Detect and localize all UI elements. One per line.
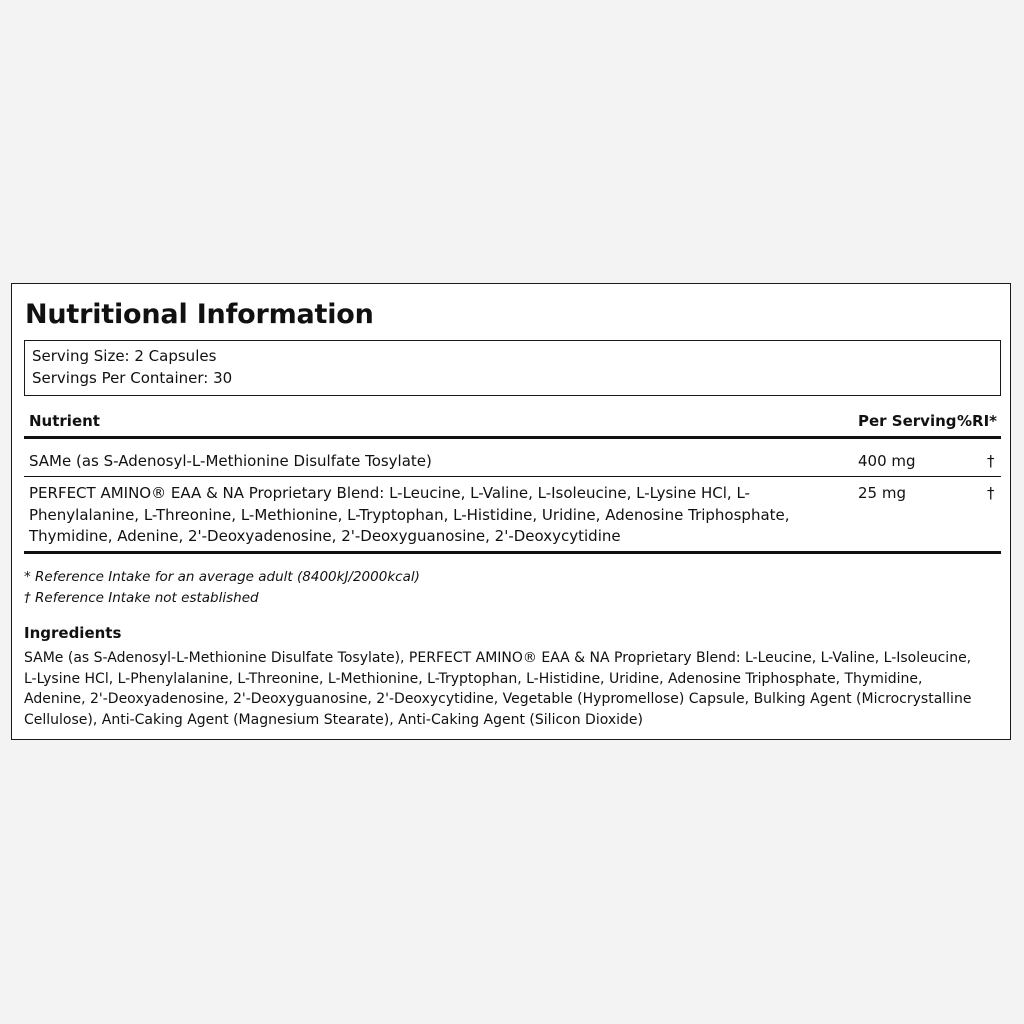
column-header-ri: %RI*: [957, 412, 998, 430]
nutrient-ri-amino-blend: †: [987, 484, 995, 502]
row-divider: [24, 476, 1001, 477]
table-bottom-divider: [24, 551, 1001, 554]
column-header-nutrient: Nutrient: [29, 412, 100, 430]
nutrient-ri-same: †: [987, 452, 995, 470]
nutrition-panel: [11, 283, 1011, 740]
column-header-per-serving: Per Serving: [858, 412, 957, 430]
header-divider: [24, 436, 1001, 439]
serving-size: Serving Size: 2 Capsules: [32, 347, 217, 365]
serving-info-box: [24, 340, 1001, 396]
ingredients-text: SAMe (as S-Adenosyl-L-Methionine Disulfate Tosylate), PERFECT AMINO® EAA & NA Proprietary Blend: L-Leucine, L-Valine, L-Isoleucine, L-Lysine HCl, L-Phenylalanine, L-Threonine, L-Methionine, L-Tryptophan, L-Histidine, Uridine, Adenosine Triphosphate, Thymidine, Adenine, 2'-Deoxyadenosine, 2'-Deoxyguanosine, 2'-Deoxycytidine, Vegetable (Hypromellose) Capsule, Bulking Agent (Microcrystalline Cellulose), Anti-Caking Agent (Magnesium Stearate), Anti-Caking Agent (Silicon Dioxide): [24, 650, 972, 729]
nutrient-amount-amino-blend: 25 mg: [858, 484, 906, 502]
panel-title: Nutritional Information: [25, 299, 374, 330]
ingredients-heading: Ingredients: [24, 624, 122, 642]
nutrient-name-same: SAMe (as S-Adenosyl-L-Methionine Disulfate Tosylate): [29, 452, 432, 470]
nutrient-name-amino-blend: PERFECT AMINO® EAA & NA Proprietary Blend: L-Leucine, L-Valine, L-Isoleucine, L-Lysine HCl, L-Phenylalanine, L-Threonine, L-Methionine, L-Tryptophan, L-Histidine, Uridine, Adenosine Triphosphate, Thymidine, Adenine, 2'-Deoxyadenosine, 2'-Deoxyguanosine, 2'-Deoxycytidine: [29, 484, 790, 545]
nutrient-amount-same: 400 mg: [858, 452, 916, 470]
footnote-not-established: † Reference Intake not established: [24, 590, 259, 606]
footnote-reference-intake: * Reference Intake for an average adult (8400kJ/2000kcal): [24, 569, 420, 585]
servings-per-container: Servings Per Container: 30: [32, 368, 233, 387]
